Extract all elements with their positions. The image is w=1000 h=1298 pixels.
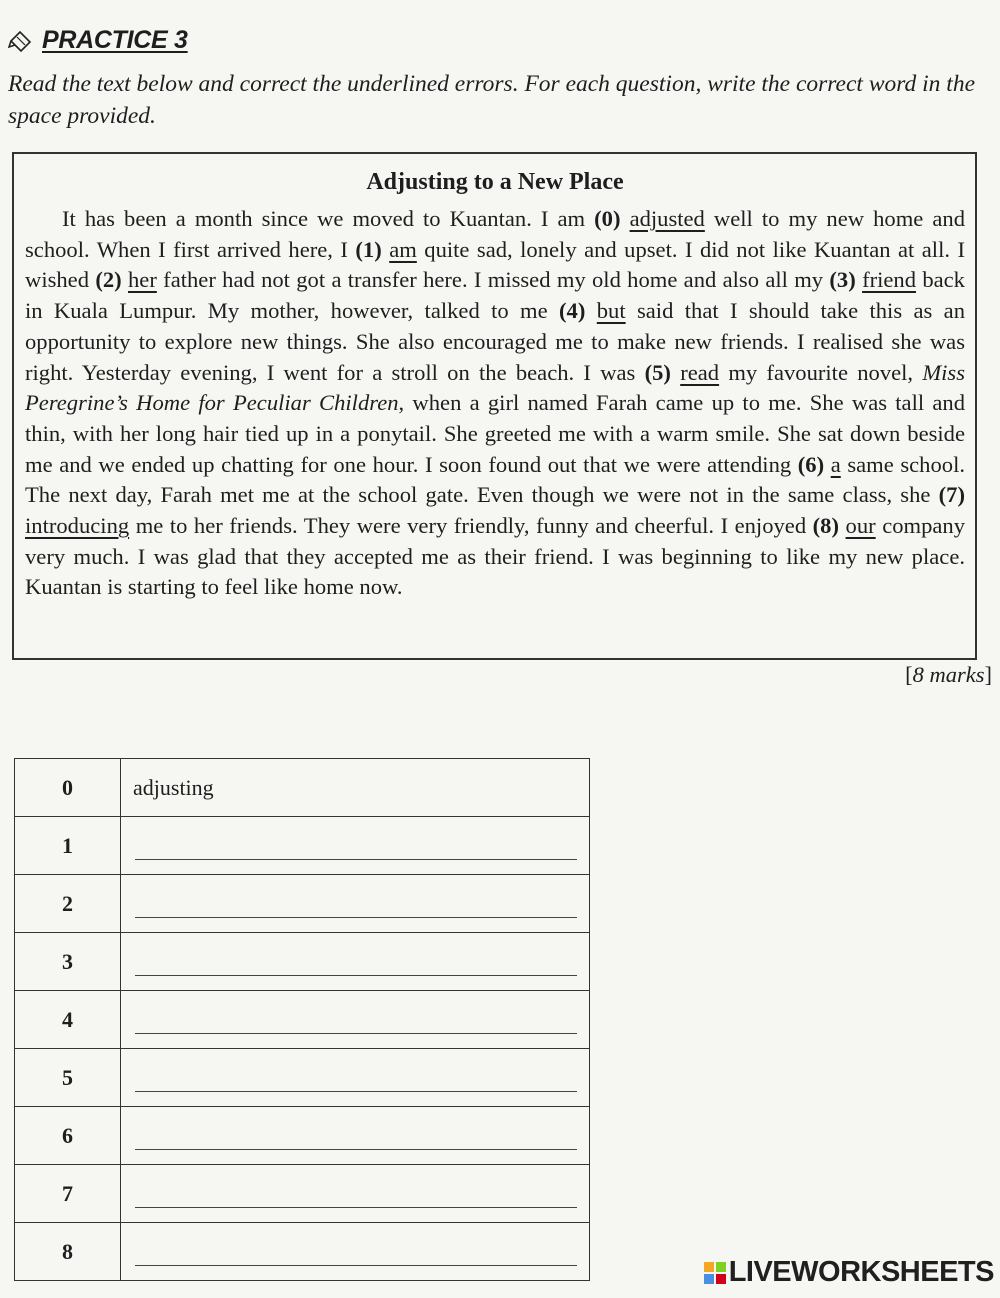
answer-blank[interactable] — [135, 917, 577, 918]
question-number-cell: 2 — [15, 875, 121, 933]
answer-blank[interactable] — [135, 1091, 577, 1092]
question-number-cell: 6 — [15, 1107, 121, 1165]
underlined-error: a — [830, 451, 841, 477]
answer-row — [15, 1223, 590, 1281]
question-number: (2) — [95, 267, 122, 293]
logo-square — [716, 1262, 726, 1272]
answer-cell[interactable] — [121, 1107, 590, 1165]
question-number-cell: 1 — [15, 817, 121, 875]
answer-row — [15, 991, 590, 1049]
passage-text-run: , when a girl named Farah came up to me. She was tall and thin, with her long hair tied up in a ponytail. She greeted me with a warm smile. She sat down beside me and we ended up chatting for one hour. I soon found out that we were attending — [25, 390, 965, 477]
marks-value: 8 marks — [912, 662, 985, 687]
question-number: (0) — [594, 206, 621, 231]
answer-blank[interactable] — [135, 1265, 577, 1266]
underlined-error: adjusted — [629, 206, 705, 231]
answer-blank[interactable] — [135, 1207, 577, 1208]
passage-text-run — [621, 206, 630, 231]
practice-title: PRACTICE 3 — [42, 26, 188, 54]
passage-text-run: company very much. I was glad that they accepted me as their friend. I was beginning to like my new place. Kuantan is starting to feel like home now. — [25, 513, 966, 600]
passage-text-run: It has been a month since we moved to Kuantan. I am — [62, 206, 595, 231]
passage-text-run — [824, 452, 831, 477]
marks-label: [8 marks] — [905, 662, 992, 687]
underlined-error: read — [680, 359, 720, 385]
answer-row — [15, 875, 590, 933]
book-title: Miss Peregrine’s Home for Peculiar Children — [25, 359, 965, 416]
instructions-text: Read the text below and correct the underlined errors. For each question, write the correct word in the space provided. — [8, 71, 976, 129]
answer-table — [14, 758, 590, 1281]
passage-text-run: quite sad, lonely and upset. I did not like Kuantan at all. I wished — [25, 236, 965, 293]
passage-text-run — [671, 360, 680, 385]
example-answer: adjusting — [133, 775, 214, 800]
example-answer-cell — [121, 759, 590, 817]
passage-text-run: my favourite novel, — [719, 359, 923, 385]
passage-text-run: said that I should take this as an opportunity to explore new things. She also encouraged me to make new friends. I realised she was right. Yesterday evening, I went for a stroll on the beach. I was — [25, 298, 965, 385]
question-number-cell: 5 — [15, 1049, 121, 1107]
answer-cell[interactable] — [121, 1165, 590, 1223]
logo-square — [716, 1274, 726, 1284]
question-number-cell: 0 — [15, 759, 121, 817]
answer-row — [15, 933, 590, 991]
question-number: (4) — [559, 298, 586, 324]
underlined-error: her — [128, 267, 157, 293]
answer-cell[interactable] — [121, 1223, 590, 1281]
practice-header — [8, 26, 188, 55]
question-number-cell: 7 — [15, 1165, 121, 1223]
question-number-cell: 3 — [15, 933, 121, 991]
question-number: (7) — [938, 482, 965, 508]
liveworksheets-logo — [704, 1256, 994, 1289]
question-number: (3) — [829, 267, 856, 293]
question-number-cell: 4 — [15, 991, 121, 1049]
underlined-error: our — [845, 513, 876, 539]
passage-text-run: father had not got a transfer here. I missed my old home and also all my — [156, 267, 830, 293]
logo-icon — [704, 1262, 726, 1284]
underlined-error: introducing — [25, 513, 130, 539]
answer-blank[interactable] — [135, 859, 577, 860]
underlined-error: am — [389, 236, 417, 262]
underlined-error: but — [596, 298, 626, 324]
answer-cell[interactable] — [121, 991, 590, 1049]
question-number: (8) — [812, 513, 840, 539]
passage-text — [25, 204, 965, 603]
question-number-cell: 8 — [15, 1223, 121, 1281]
answer-row — [15, 1049, 590, 1107]
underlined-error: friend — [862, 267, 917, 293]
answer-cell[interactable] — [121, 875, 590, 933]
passage-text-run: me to her friends. They were very friendly, funny and cheerful. I enjoyed — [129, 513, 813, 539]
passage-text-run — [585, 298, 596, 323]
passage-title: Adjusting to a New Place — [366, 169, 624, 195]
answer-cell[interactable] — [121, 933, 590, 991]
answer-blank[interactable] — [135, 1033, 577, 1034]
answer-row — [15, 817, 590, 875]
passage-box — [12, 152, 977, 660]
answer-cell[interactable] — [121, 817, 590, 875]
question-number: (6) — [797, 451, 825, 477]
passage-text-run: back in Kuala Lumpur. My mother, however, talked to me — [25, 267, 965, 324]
answer-row — [15, 759, 590, 817]
question-number: (5) — [644, 359, 671, 385]
answer-blank[interactable] — [135, 975, 577, 976]
logo-text: LIVEWORKSHEETS — [728, 1256, 994, 1288]
answer-cell[interactable] — [121, 1049, 590, 1107]
question-number: (1) — [355, 236, 382, 262]
pencil-icon — [8, 29, 34, 53]
passage-text-run: same school. The next day, Farah met me at the school gate. Even though we were not in the same class, she — [25, 451, 965, 508]
logo-square — [704, 1274, 714, 1284]
passage-text-run: well to my new home and school. When I first arrived here, I — [25, 206, 965, 262]
logo-square — [704, 1262, 714, 1272]
answer-blank[interactable] — [135, 1149, 577, 1150]
answer-row — [15, 1107, 590, 1165]
answer-row — [15, 1165, 590, 1223]
